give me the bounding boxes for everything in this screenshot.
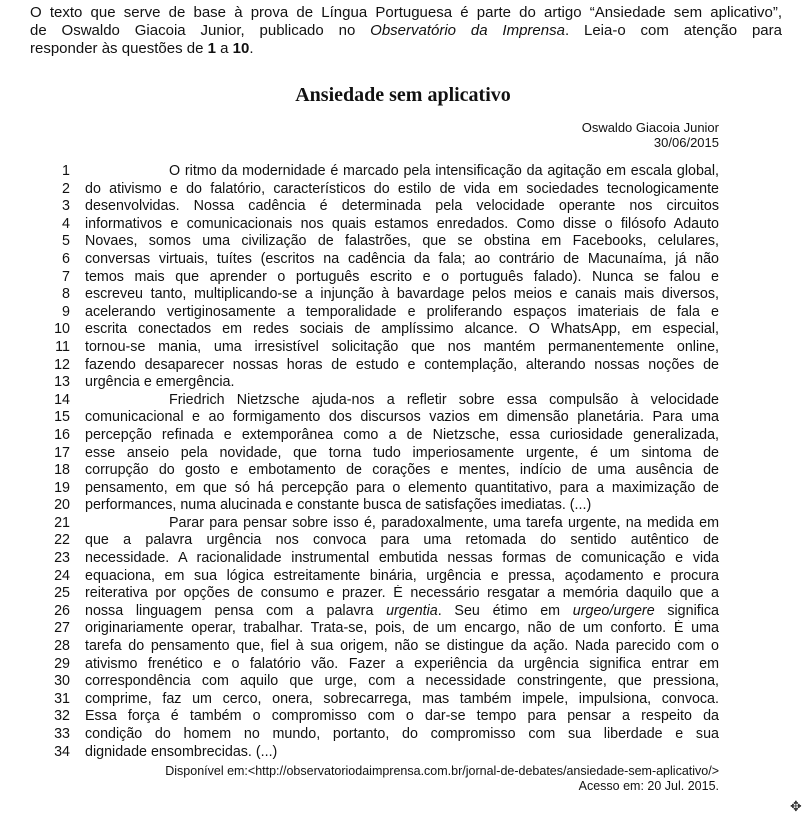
line-number: 5	[62, 233, 70, 250]
line-text: pensamento, em que só há percepção para o elemento quantitativo, para a maximização de	[85, 479, 719, 496]
line-number: 2	[62, 180, 70, 197]
line-text: Friedrich Nietzsche ajuda-nos a refletir sobre essa compulsão à velocidade	[169, 391, 719, 408]
article-line	[44, 409, 719, 427]
instructions-line-1: O texto que serve de base à prova de Língua Portuguesa é parte do artigo “Ansiedade sem aplicativo”,	[30, 4, 782, 21]
line-text: acelerando vertiginosamente a temporalidade e proliferando espaços imateriais de fala e	[85, 303, 719, 320]
source-url: Disponível em:<http://observatoriodaimprensa.com.br/jornal-de-debates/ansiedade-sem-aplicativo/>	[165, 764, 719, 778]
line-number: 25	[54, 585, 70, 602]
line-text: percepção refinada e extemporânea como a de Nietzsche, essa curiosidade generalizada,	[85, 426, 719, 443]
instructions-line-3: responder às questões de 1 a 10.	[30, 40, 254, 57]
publication-date: 30/06/2015	[653, 135, 719, 150]
source-citation	[165, 764, 719, 794]
line-number: 1	[62, 163, 70, 179]
line-number: 23	[54, 550, 70, 567]
line-text: corrupção do gosto e embotamento de corações e mentes, indício de uma ausência de	[85, 462, 719, 479]
article-line	[44, 392, 719, 410]
line-text: Parar para pensar sobre isso é, paradoxalmente, uma tarefa urgente, na medida em	[169, 514, 719, 531]
article-line	[44, 532, 719, 550]
line-number: 22	[54, 532, 70, 549]
article-line	[44, 269, 719, 287]
article-line	[44, 638, 719, 656]
line-number: 27	[54, 620, 70, 637]
article-line	[44, 181, 719, 199]
line-text: originariamente operar, trabalhar. Trata-se, pois, de um encargo, não de um conforto. É uma	[85, 620, 719, 637]
line-text: informativos e comunicacionais nos quais estamos enredados. Como disse o filósofo Adauto	[85, 215, 719, 232]
line-number: 19	[54, 479, 70, 496]
line-text: temos mais que aprender o português escrito e o português falado). Nunca se falou e	[85, 268, 719, 285]
article-line	[44, 515, 719, 533]
line-text: necessidade. A racionalidade instrumental embutida nessas formas de comunicação e vida	[85, 550, 719, 567]
line-text: conversas virtuais, tuítes (escritos na cadência da fala; ao contrário de Macunaíma, já não	[85, 250, 719, 267]
line-text: comprime, faz um cerco, onera, sobrecarrega, mas também impele, impulsiona, convoca.	[85, 690, 719, 707]
article-line	[44, 216, 719, 234]
publication-name: Observatório da Imprensa	[370, 22, 565, 39]
line-text: comunicacional e ao formigamento dos discursos vazios em dimensão planetária. Para uma	[85, 409, 719, 426]
line-text: urgência e emergência.	[85, 374, 235, 391]
line-number: 7	[62, 268, 70, 285]
article-line	[44, 427, 719, 445]
article-line	[44, 251, 719, 269]
line-number: 32	[54, 708, 70, 725]
article-line	[44, 304, 719, 322]
article-line	[44, 620, 719, 638]
article-line	[44, 673, 719, 691]
line-number: 6	[62, 250, 70, 267]
line-number: 28	[54, 638, 70, 655]
line-text: escreveu tanto, multiplicando-se a injunção à bavardage pelos meios e canais mais diversos,	[85, 286, 719, 303]
byline	[582, 120, 719, 150]
move-cursor-icon: ✥	[790, 798, 802, 814]
line-text: condição do homem no mundo, portanto, do compromisso com sua liberdade e sua	[85, 726, 719, 742]
question-start: 1	[207, 40, 216, 57]
line-text: performances, numa alucinada e constante busca de satisfações imediatas. (...)	[85, 497, 592, 514]
line-number: 10	[54, 321, 70, 338]
line-text: tornou-se mania, uma irresistível solicitação que nos mantém permanentemente online,	[85, 338, 719, 355]
article-line	[44, 726, 719, 744]
line-text: escrita conectados em redes sociais de amplíssimo alcance. O WhatsApp, em especial,	[85, 321, 719, 338]
line-number: 26	[54, 602, 70, 619]
article-line	[44, 585, 719, 603]
line-text: do ativismo e do falatório, característicos do estilo de vida em sociedades tecnologicamente	[85, 180, 719, 197]
line-number: 18	[54, 462, 70, 479]
article-line	[44, 656, 719, 674]
article-line	[44, 233, 719, 251]
instructions-line-2: de Oswaldo Giacoia Junior, publicado no Observatório da Imprensa. Leia-o com atenção para	[30, 22, 782, 39]
line-number: 17	[54, 444, 70, 461]
line-text: que a palavra urgência nos convoca para uma retomada do sentido autêntico de	[85, 532, 719, 549]
article-body	[44, 163, 719, 761]
article-line	[44, 339, 719, 357]
line-number: 34	[54, 743, 70, 760]
line-number: 20	[54, 497, 70, 514]
line-number: 3	[62, 198, 70, 215]
access-date: Acesso em: 20 Jul. 2015.	[578, 779, 719, 793]
line-text: tarefa do pensamento que, fiel à sua origem, não se distingue da ação. Nada parecido com o	[85, 638, 719, 655]
line-text: reiterativa por opções de consumo e prazer. É necessário resgatar a memória daquilo que a	[85, 585, 719, 602]
line-number: 30	[54, 673, 70, 690]
line-text: dignidade ensombrecidas. (...)	[85, 743, 278, 760]
article-line	[44, 480, 719, 498]
line-text: nossa linguagem pensa com a palavra urgentia. Seu étimo em urgeo/urgere significa	[85, 602, 719, 619]
line-number: 21	[54, 514, 70, 531]
line-text: Essa força é também o compromisso com o dar-se tempo para pensar a respeito da	[85, 708, 719, 725]
line-number: 13	[54, 374, 70, 391]
article-line	[44, 198, 719, 216]
line-number: 15	[54, 409, 70, 426]
article-line	[44, 286, 719, 304]
line-number: 16	[54, 426, 70, 443]
article-line	[44, 445, 719, 463]
article-line	[44, 603, 719, 621]
author-name: Oswaldo Giacoia Junior	[581, 120, 719, 135]
instructions-paragraph	[30, 4, 782, 58]
article-line	[44, 550, 719, 568]
line-number: 33	[54, 726, 70, 742]
line-text: ativismo frenético e o falatório vão. Fazer a experiência da urgência significa entrar em	[85, 655, 719, 672]
article-title: Ansiedade sem aplicativo	[295, 84, 511, 106]
article-line	[44, 462, 719, 480]
line-number: 12	[54, 356, 70, 373]
line-number: 24	[54, 567, 70, 584]
line-number: 4	[62, 215, 70, 232]
article-line	[44, 497, 719, 515]
line-text: fazendo desaparecer nossas horas de estudo e contemplação, alterando nossas noções de	[85, 356, 719, 373]
article-line	[44, 744, 719, 762]
line-number: 14	[54, 391, 70, 408]
line-number: 29	[54, 655, 70, 672]
article-line	[44, 321, 719, 339]
article-line	[44, 568, 719, 586]
line-text: Novaes, somos uma civilização de falastrões, que se obstina em Facebooks, celulares,	[85, 233, 719, 250]
line-text: desenvolvidas. Nossa cadência é determinada pela velocidade operante nos circuitos	[85, 198, 719, 215]
article-line	[44, 374, 719, 392]
line-text: esse anseio pela novidade, que torna tudo imperiosamente urgente, é um sintoma de	[85, 444, 719, 461]
line-text: equaciona, em sua lógica estreitamente binária, urgência e pressa, açodamento e procura	[85, 567, 719, 584]
article-line	[44, 163, 719, 181]
article-line	[44, 357, 719, 375]
article-line	[44, 691, 719, 709]
line-number: 11	[55, 338, 70, 355]
line-number: 8	[62, 286, 70, 303]
question-end: 10	[232, 40, 250, 57]
line-number: 31	[54, 690, 70, 707]
line-number: 9	[62, 303, 70, 320]
article-line	[44, 708, 719, 726]
line-text: O ritmo da modernidade é marcado pela intensificação da agitação em escala global,	[169, 163, 719, 179]
line-text: correspondência com aquilo que urge, com a necessidade constringente, que pressiona,	[85, 673, 719, 690]
